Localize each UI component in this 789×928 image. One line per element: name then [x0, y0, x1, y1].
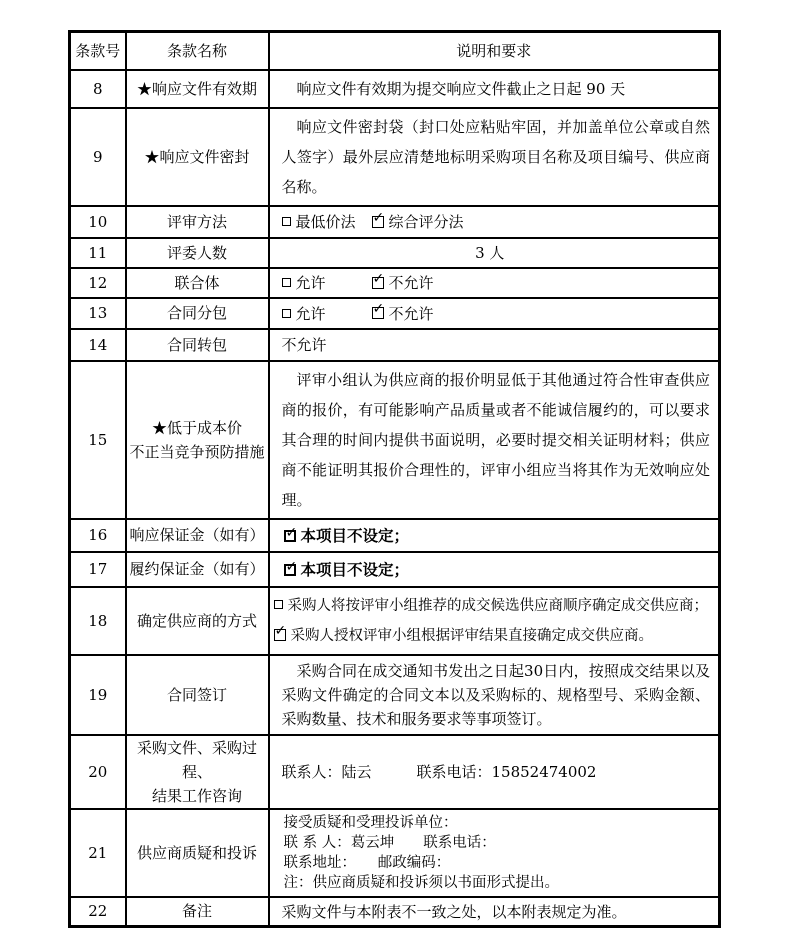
- clause-name-text: 响应保证金（如有）: [129, 526, 265, 544]
- option: [282, 303, 372, 324]
- option: [282, 211, 372, 232]
- desc-text: 采购文件与本附表不一致之处，以本附表规定为准。: [281, 902, 627, 921]
- checkbox-checked-icon: [274, 629, 286, 641]
- clause-desc: [269, 655, 720, 735]
- clause-no: 13: [70, 298, 126, 329]
- desc-line: 接受质疑和受理投诉单位：: [283, 814, 458, 831]
- clause-desc: [269, 108, 720, 206]
- clause-name: [126, 70, 269, 108]
- option-line: [282, 303, 711, 324]
- clause-name: [126, 735, 269, 809]
- table-row: [70, 735, 720, 809]
- clause-name-text: 评委人数: [166, 243, 227, 262]
- checkbox-checked-icon: [372, 307, 384, 319]
- clause-name: [126, 809, 269, 897]
- table-row: [70, 519, 720, 552]
- table-row: [70, 206, 720, 238]
- contact-text: 联系人：陆云 联系电话：15852474002: [281, 763, 597, 781]
- header-clause-no: 条款号: [70, 32, 126, 70]
- option: [372, 303, 434, 324]
- checkbox-unchecked-icon: [282, 217, 291, 226]
- clause-desc: [269, 897, 720, 927]
- desc-text: 本项目不设定；: [300, 560, 410, 579]
- clause-name: [126, 298, 269, 329]
- clause-name-text: 供应商质疑和投诉: [136, 843, 257, 862]
- option-label: 不允许: [388, 274, 434, 292]
- clause-no: 19: [70, 655, 126, 735]
- clause-name-text: 备注: [181, 902, 212, 920]
- clause-name: [126, 268, 269, 298]
- table-row: [70, 298, 720, 329]
- checkbox-unchecked-icon: [282, 309, 291, 318]
- checkbox-checked-icon: [372, 216, 384, 228]
- clause-name-text: 确定供应商的方式: [136, 611, 257, 630]
- clause-no: 9: [70, 108, 126, 206]
- clause-name: [126, 361, 269, 519]
- clause-no: 22: [70, 897, 126, 927]
- option-label: 采购人将按评审小组推荐的成交候选供应商顺序确定成交供应商；: [287, 597, 708, 614]
- checkbox-checked-icon: [284, 530, 296, 542]
- clause-name-text: 联合体: [174, 273, 220, 292]
- desc-paragraph: 响应文件密封袋（封口处应粘贴牢固，并加盖单位公章或自然人签字）最外层应清楚地标明采购项目名称及项目编号、供应商名称。: [281, 117, 710, 196]
- clause-no: 12: [70, 268, 126, 298]
- option: [372, 211, 464, 232]
- option-label: 综合评分法: [388, 213, 464, 231]
- clause-name: [126, 238, 269, 268]
- clause-name-text: 采购文件、采购过程、: [136, 738, 257, 781]
- option-label: 允许: [295, 304, 326, 323]
- table-row: [70, 809, 720, 897]
- clause-no: 11: [70, 238, 126, 268]
- option-line: [282, 211, 711, 232]
- table-row: [70, 897, 720, 927]
- clause-name-text: 评审方法: [166, 212, 227, 231]
- option: [372, 272, 434, 293]
- table-row: [70, 552, 720, 587]
- clause-no: 15: [70, 361, 126, 519]
- clause-desc: [269, 361, 720, 519]
- clause-name-text: ★低于成本价: [151, 418, 242, 437]
- option-label: 采购人授权评审小组根据评审结果直接确定成交供应商。: [290, 627, 653, 644]
- clause-no: 17: [70, 552, 126, 587]
- clause-name: [126, 655, 269, 735]
- clause-desc: [269, 268, 720, 298]
- table-row: [70, 238, 720, 268]
- clause-desc: [269, 519, 720, 552]
- desc-paragraph: 采购合同在成交通知书发出之日起30日内，按照成交结果以及采购文件确定的合同文本以及采购标的、规格型号、采购金额、采购数量、技术和服务要求等事项签订。: [281, 661, 710, 728]
- desc-line: 联系地址： 邮政编码：: [283, 854, 451, 871]
- table-row: [70, 587, 720, 655]
- clause-desc: [269, 809, 720, 897]
- clause-name-text: 不正当竞争预防措施: [129, 442, 265, 461]
- desc-line: 注：供应商质疑和投诉须以书面形式提出。: [283, 874, 559, 891]
- terms-table: [68, 30, 721, 928]
- clause-desc: [269, 238, 720, 268]
- clause-no: 8: [70, 70, 126, 108]
- clause-name-text: 结果工作咨询: [151, 786, 242, 805]
- checkbox-checked-icon: [284, 564, 296, 576]
- option-label: 最低价法: [295, 213, 356, 231]
- clause-no: 20: [70, 735, 126, 809]
- clause-no: 10: [70, 206, 126, 238]
- option-line: [282, 272, 711, 293]
- table-row: [70, 329, 720, 361]
- option-line: [274, 621, 711, 651]
- clause-desc: [269, 735, 720, 809]
- option-label: 不允许: [388, 304, 434, 323]
- clause-name: [126, 552, 269, 587]
- clause-desc: [269, 70, 720, 108]
- clause-name: [126, 587, 269, 655]
- clause-desc: [269, 206, 720, 238]
- clause-desc: [269, 329, 720, 361]
- clause-no: 16: [70, 519, 126, 552]
- clause-no: 14: [70, 329, 126, 361]
- clause-no: 21: [70, 809, 126, 897]
- option-line: [274, 591, 711, 621]
- table-header-row: [70, 32, 720, 70]
- clause-desc: [269, 298, 720, 329]
- desc-text: 本项目不设定；: [300, 526, 410, 545]
- clause-desc: [269, 552, 720, 587]
- clause-desc: [269, 587, 720, 655]
- clause-name-text: 履约保证金（如有）: [129, 560, 265, 578]
- table-row: [70, 268, 720, 298]
- clause-name-text: 合同签订: [166, 685, 227, 704]
- clause-name-text: 合同转包: [166, 335, 227, 354]
- clause-name: [126, 108, 269, 206]
- table-row: [70, 655, 720, 735]
- desc-text: 3 人: [475, 244, 505, 262]
- clause-name: [126, 897, 269, 927]
- clause-name-text: ★响应文件有效期: [136, 79, 257, 98]
- desc-line: 联 系 人：葛云坤 联系电话：: [283, 834, 496, 851]
- checkbox-unchecked-icon: [282, 278, 291, 287]
- table-row: [70, 70, 720, 108]
- desc-paragraph: 评审小组认为供应商的报价明显低于其他通过符合性审查供应商的报价，有可能影响产品质量或者不能诚信履约的，可以要求其合理的时间内提供书面说明，必要时提交相关证明材料；供应商不能证明其报价合理性的，评审小组应当将其作为无效响应处理。: [281, 370, 710, 509]
- clause-name-text: 合同分包: [166, 304, 227, 322]
- clause-name: [126, 206, 269, 238]
- option-label: 允许: [295, 274, 326, 292]
- header-description: 说明和要求: [269, 32, 720, 70]
- desc-paragraph: 响应文件有效期为提交响应文件截止之日起 90 天: [296, 79, 626, 98]
- clause-name: [126, 519, 269, 552]
- clause-no: 18: [70, 587, 126, 655]
- desc-text: 不允许: [281, 336, 327, 354]
- option: [282, 272, 372, 293]
- table-row: [70, 361, 720, 519]
- checkbox-checked-icon: [372, 277, 384, 289]
- checkbox-unchecked-icon: [274, 600, 283, 609]
- clause-name: [126, 329, 269, 361]
- clause-name-text: ★响应文件密封: [144, 147, 250, 166]
- table-row: [70, 108, 720, 206]
- header-clause-name: 条款名称: [126, 32, 269, 70]
